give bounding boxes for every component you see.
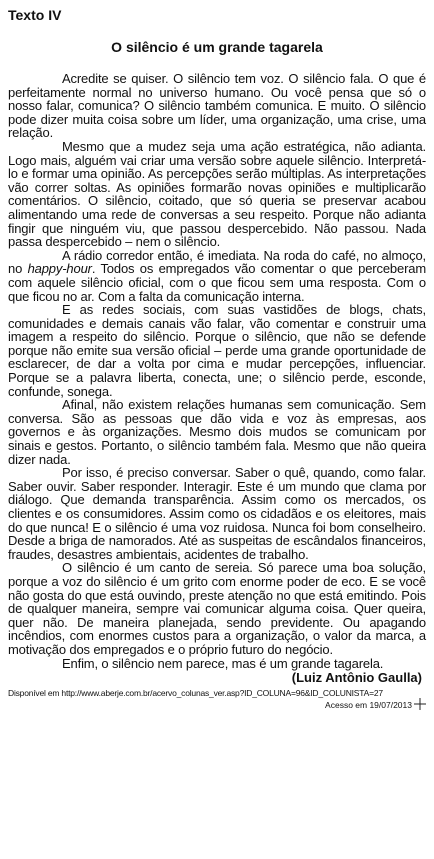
text-label: Texto IV	[8, 7, 62, 23]
paragraph-2: Mesmo que a mudez seja uma ação estratégica, não adianta. Logo mais, alguém vai criar uma versão sobre aquele silêncio. Interpretá-lo e formar uma opinião. As percepções serão múltiplas. As interpretações vão correr soltas. As opiniões formarão novas opiniões e multiplicarão comentários. O silêncio, coitado, que só queria se preservar acabou alimentando uma rede de conversas a seu respeito. Porque não adianta fingir que ninguém viu, que passou despercebido. Não passou. Nada passa despercebido – nem o silêncio.	[8, 138, 426, 250]
paragraph-8: Enfim, o silêncio nem parece, mas é um grande tagarela.	[62, 655, 384, 671]
paragraph-6: Por isso, é preciso conversar. Saber o quê, quando, como falar. Saber ouvir. Saber responder. Interagir. Este é um mundo que clama por diálogo. Que demanda transparência. Assim como os mercados, os clientes e os consumidores. Assim como os cidadãos e os eleitores, mais do que nunca! E o silêncio é uma voz ruidosa. Nunca foi bom conselheiro. Desde a briga de namorados. Até as suspeitas de escândalos financeiros, fraudes, desastres ambientais, acidentes de trabalho.	[8, 465, 426, 562]
paragraph-1: Acredite se quiser. O silêncio tem voz. O silêncio fala. O que é perfeitamente normal no universo humano. Ou você pensa que só o nosso falar, comunica? O silêncio também comunica. E muito. O silêncio pode dizer muita coisa sobre um líder, uma organização, uma crise, uma relação.	[8, 71, 426, 141]
access-date-row	[8, 700, 426, 710]
paragraph-3	[8, 249, 426, 303]
paragraph-3-italic: happy-hour	[27, 261, 92, 277]
crosshair-cursor-icon	[414, 698, 426, 710]
source-citation: Disponível em http://www.aberje.com.br/acervo_colunas_ver.asp?ID_COLUNA=96&ID_COLUNISTA=27	[8, 688, 383, 699]
article-body	[8, 72, 426, 670]
paragraph-5: Afinal, não existem relações humanas sem comunicação. Sem conversa. São as pessoas que dão vida e voz às empresas, aos governos e às organizações. Mesmo dois mudos se comunicam por sinais e gestos. Portanto, o silêncio também fala. Mesmo que não queira dizer nada.	[8, 397, 426, 467]
paragraph-3-end: . Todos os empregados vão comentar o que perceberam com aquele silêncio oficial, com o que ficou sem uma resposta. Com o que ficou no ar. Com a falta da comunicação interna.	[8, 261, 427, 304]
access-date: Acesso em 19/07/2013	[325, 700, 412, 711]
paragraph-4: E as redes sociais, com suas vastidões de blogs, chats, comunidades e demais canais vão falar, vão comentar e construir uma imagem a respeito do silêncio. Porque o silêncio, que não se defende porque não emite sua versão oficial – perde uma grande oportunidade de esclarecer, de dar a volta por cima e mudar percepções, influenciar. Porque se a palavra liberta, conecta, une; o silêncio perde, esconde, confunde, sonega.	[8, 302, 426, 399]
paragraph-3-start: A rádio corredor então, é imediata. Na roda do café, no almoço, no	[8, 247, 426, 277]
author-signature: (Luiz Antônio Gaulla)	[291, 670, 422, 686]
paragraph-7: O silêncio é um canto de sereia. Só parece uma boa solução, porque a voz do silêncio é um grito com enorme poder de eco. E se você não gosta do que está ouvindo, preste atenção no que está emitindo. Pois de qualquer maneira, sempre vai comunicar alguma coisa. Quer queira, quer não. De maneira planejada, sendo previdente. Ou apagando incêndios, com enormes custos para a organização, o valor da marca, a motivação dos empregados e o próprio futuro do negócio.	[8, 560, 426, 657]
article-title: O silêncio é um grande tagarela	[111, 39, 323, 55]
